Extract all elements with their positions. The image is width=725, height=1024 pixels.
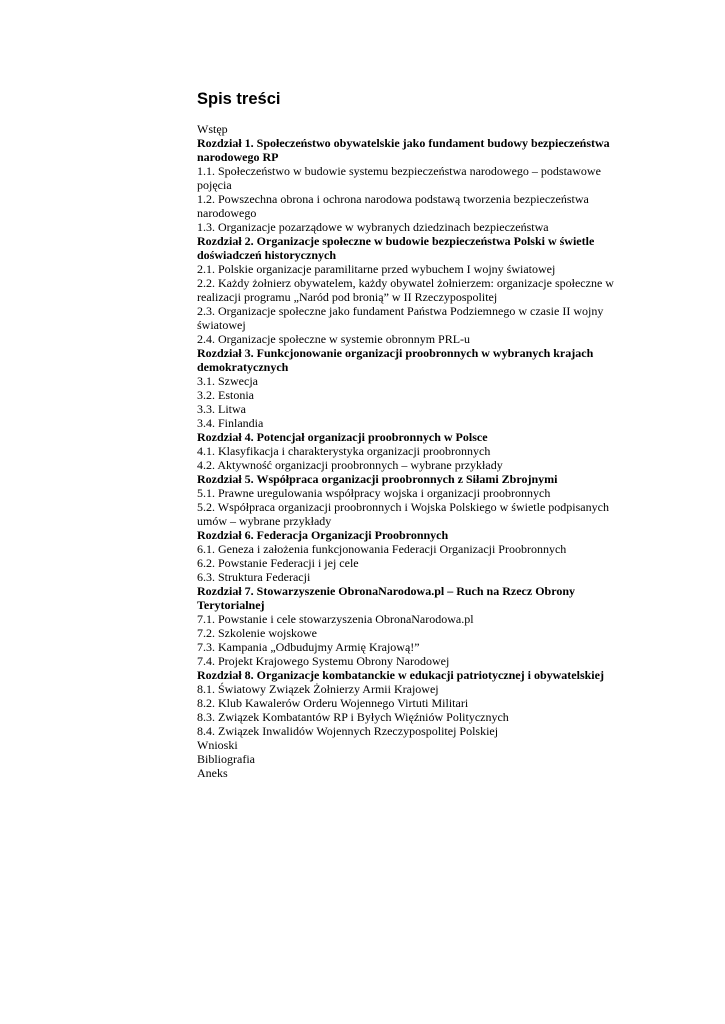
toc-entry: 2.2. Każdy żołnierz obywatelem, każdy obywatel żołnierzem: organizacje społeczne w realizacji programu „Naród pod bronią” w II Rzeczypospolitej (197, 276, 614, 304)
toc-chapter: Rozdział 7. Stowarzyszenie ObronaNarodowa.pl – Ruch na Rzecz Obrony Terytorialnej (197, 584, 575, 612)
toc-entry: 6.2. Powstanie Federacji i jej cele (197, 556, 359, 570)
toc-chapter: Rozdział 6. Federacja Organizacji Proobronnych (197, 528, 449, 542)
toc-chapter: Rozdział 2. Organizacje społeczne w budowie bezpieczeństwa Polski w świetle doświadczeń historycznych (197, 234, 595, 262)
toc-entry: 2.3. Organizacje społeczne jako fundament Państwa Podziemnego w czasie II wojny światowej (197, 304, 604, 332)
toc-entry: 3.4. Finlandia (197, 416, 264, 430)
toc-chapter: Rozdział 5. Współpraca organizacji proobronnych z Siłami Zbrojnymi (197, 472, 558, 486)
toc-chapter: Rozdział 8. Organizacje kombatanckie w edukacji patriotycznej i obywatelskiej (197, 668, 604, 682)
toc-entry: 2.4. Organizacje społeczne w systemie obronnym PRL-u (197, 332, 471, 346)
toc-entry: 1.3. Organizacje pozarządowe w wybranych dziedzinach bezpieczeństwa (197, 220, 549, 234)
toc-entry: 7.2. Szkolenie wojskowe (197, 626, 317, 640)
toc-chapter: Rozdział 1. Społeczeństwo obywatelskie jako fundament budowy bezpieczeństwa narodowego RP (197, 136, 610, 164)
toc-entry: 8.3. Związek Kombatantów RP i Byłych Więźniów Politycznych (197, 710, 509, 724)
page-title: Spis treści (197, 90, 281, 108)
toc-chapter: Rozdział 4. Potencjał organizacji proobronnych w Polsce (197, 430, 488, 444)
toc-entry: 5.1. Prawne uregulowania współpracy wojska i organizacji proobronnych (197, 486, 551, 500)
toc-chapter: Rozdział 3. Funkcjonowanie organizacji proobronnych w wybranych krajach demokratycznych (197, 346, 594, 374)
toc-entry: Bibliografia (197, 752, 255, 766)
toc-entry: 8.4. Związek Inwalidów Wojennych Rzeczypospolitej Polskiej (197, 724, 499, 738)
toc-entry: 7.3. Kampania „Odbudujmy Armię Krajową!” (197, 640, 420, 654)
toc-entry: 1.2. Powszechna obrona i ochrona narodowa podstawą tworzenia bezpieczeństwa narodowego (197, 192, 589, 220)
toc-entry: 3.3. Litwa (197, 402, 246, 416)
toc-entry: 1.1. Społeczeństwo w budowie systemu bezpieczeństwa narodowego – podstawowe pojęcia (197, 164, 601, 192)
toc-entry: 6.1. Geneza i założenia funkcjonowania Federacji Organizacji Proobronnych (197, 542, 567, 556)
toc-entry: 3.2. Estonia (197, 388, 254, 402)
toc-entry: 3.1. Szwecja (197, 374, 258, 388)
toc-entry: Wnioski (197, 738, 238, 752)
document-page (197, 88, 629, 780)
toc-entry: Wstęp (197, 122, 228, 136)
toc-entry: Aneks (197, 766, 228, 780)
toc-entry: 8.1. Światowy Związek Żołnierzy Armii Krajowej (197, 682, 439, 696)
toc-entry: 4.1. Klasyfikacja i charakterystyka organizacji proobronnych (197, 444, 491, 458)
toc-entry: 7.1. Powstanie i cele stowarzyszenia ObronaNarodowa.pl (197, 612, 474, 626)
toc-entry: 5.2. Współpraca organizacji proobronnych i Wojska Polskiego w świetle podpisanych umów – wybrane przykłady (197, 500, 609, 528)
toc-entry: 7.4. Projekt Krajowego Systemu Obrony Narodowej (197, 654, 450, 668)
toc-entry: 6.3. Struktura Federacji (197, 570, 311, 584)
toc-entry: 8.2. Klub Kawalerów Orderu Wojennego Virtuti Militari (197, 696, 469, 710)
table-of-contents (197, 122, 629, 780)
toc-entry: 4.2. Aktywność organizacji proobronnych – wybrane przykłady (197, 458, 503, 472)
toc-entry: 2.1. Polskie organizacje paramilitarne przed wybuchem I wojny światowej (197, 262, 556, 276)
